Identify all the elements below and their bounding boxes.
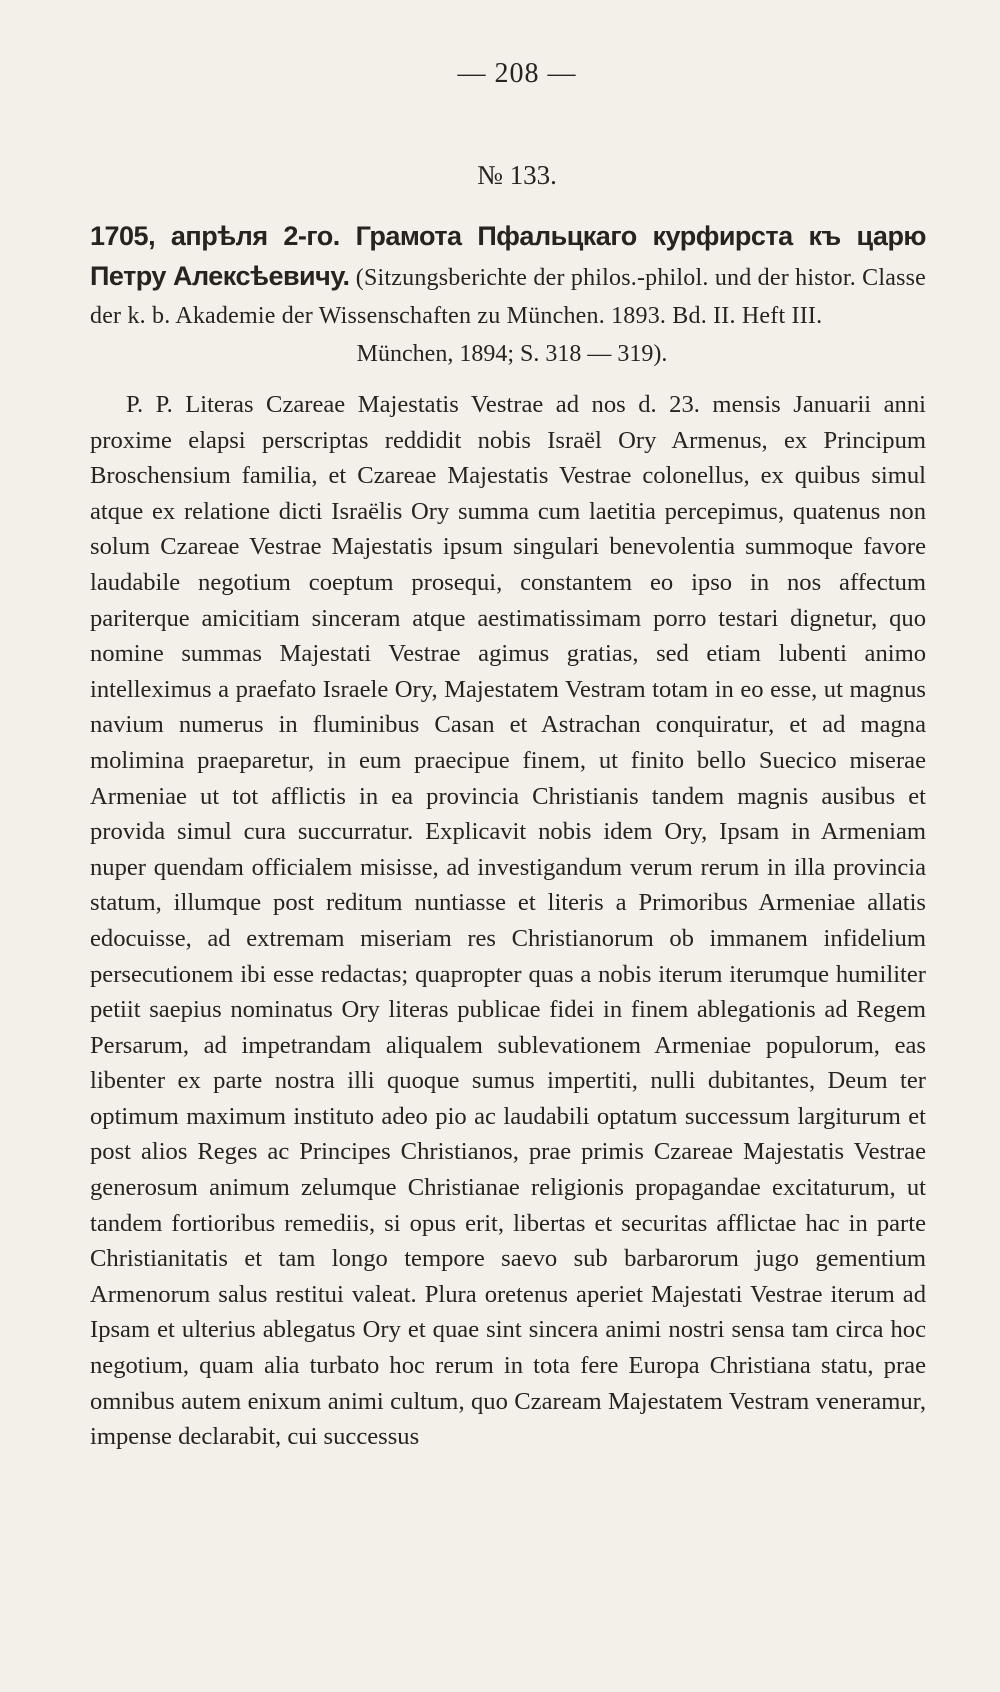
heading-title: 1705, апрѣля 2-го. Грамота Пфальцкаго курфирста къ царю Петру Алексѣевичу. <box>90 221 926 291</box>
document-heading <box>90 217 926 335</box>
heading-source-continuation: München, 1894; S. 318 — 319). <box>356 341 668 367</box>
document-number: № 133. <box>477 160 557 190</box>
heading-source: (Sitzungsberichte der philos.-philol. und der histor. Classe der k. b. Akademie der Wissenschaften zu München. 1893. Bd. II. Heft III. <box>90 265 927 329</box>
letter-body: P. P. Literas Czareae Majestatis Vestrae ad nos d. 23. mensis Januarii anni proxime elapsi perscriptas reddidit nobis Israël Ory Armenus, ex Principum Broschensium familia, et Czareae Majestatis Vestrae colonellus, ex quibus simul atque ex relatione dicti Israëlis Ory summa cum laetitia percepimus, quatenus non solum Czareae Vestrae Majestatis ipsum singulari benevolentia summoque favore laudabile negotium coeptum prosequi, constantem eo ipso in nos affectum pariterque amicitiam sinceram atque aestimatissimam porro testari dignetur, quo nomine summas Majestati Vestrae agimus gratias, sed etiam lubenti animo intelleximus a praefato Israele Ory, Majestatem Vestram totam in eo esse, ut magnus navium numerus in fluminibus Casan et Astrachan conquiratur, et ad magna molimina praeparetur, in eum praecipue finem, ut finito bello Suecico miserae Armeniae ut tot afflictis in ea provincia Christianis tandem magnis ausibus et provida simul cura succurratur. Explicavit nobis idem Ory, Ipsam in Armeniam nuper quendam officialem misisse, ad investigandum verum rerum in illa provincia statum, illumque post reditum nuntiasse et literis a Primoribus Armeniae allatis edocuisse, ad extremam miseriam res Christianorum ob immanem infidelium persecutionem ibi esse redactas; quapropter quas a nobis iterum iterumque humiliter petiit saepius nominatus Ory literas publicae fidei in finem ablegationis ad Regem Persarum, ad impetrandam aliqualem sublevationem Armeniae populorum, eas libenter ex parte nostra illi quoque sumus impertiti, nulli dubitantes, Deum ter optimum maximum instituto adeo pio ac laudabili optatum successum largiturum et post alios Reges ac Principes Christianos, prae primis Czareae Majestatis Vestrae generosum animum zelumque Christianae religionis propagandae excitaturum, ut tandem fortioribus remediis, si opus erit, libertas et securitas afflictae hac in parte Christianitatis et tam longo tempore saevo sub barbarorum jugo gementium Armenorum salus restitui valeat. Plura oretenus aperiet Majestati Vestrae iterum ad Ipsam et ulterius ablegatus Ory et quae sint sincera animi nostri sensa tam circa hoc negotium, quam alia turbato hoc rerum in tota fere Europa Christiana statu, prae omnibus autem enixum animi cultum, quo Czaream Majestatem Vestram veneramur, impense declarabit, cui successus <box>90 391 926 1451</box>
page-number: — 208 — <box>457 58 577 89</box>
